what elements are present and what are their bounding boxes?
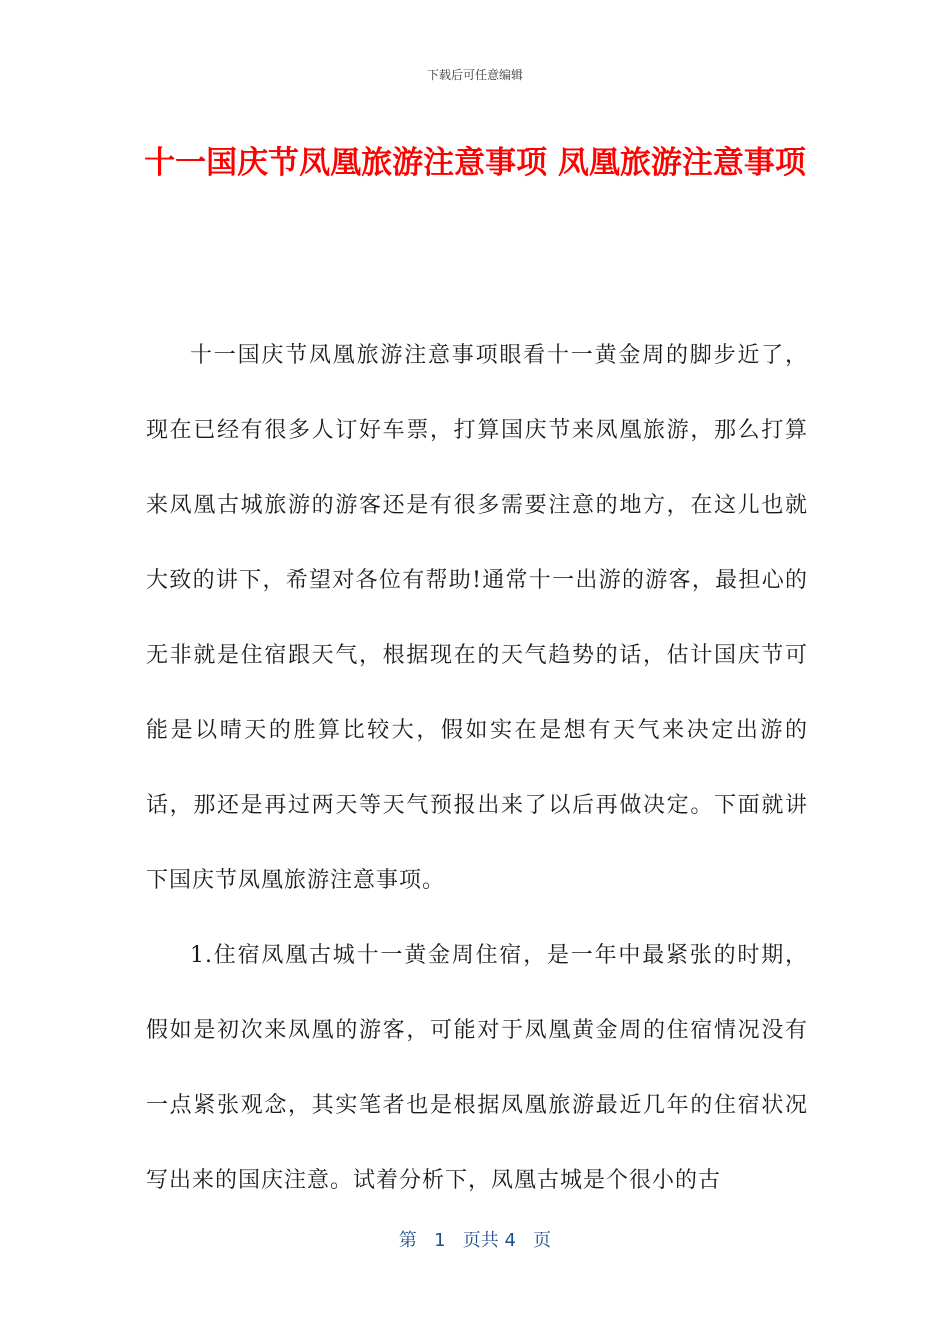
footer-page-prefix: 第	[398, 1230, 417, 1251]
footer-page-middle: 页共	[462, 1230, 499, 1251]
page-footer	[0, 1226, 950, 1252]
footer-total-pages: 4	[504, 1230, 516, 1251]
footer-current-page: 1	[434, 1230, 446, 1251]
header-note: 下载后可任意编辑	[426, 68, 523, 82]
footer-page-suffix: 页	[533, 1230, 552, 1251]
document-body	[146, 318, 808, 1218]
paragraph-lodging: 1.住宿凤凰古城十一黄金周住宿，是一年中最紧张的时期，假如是初次来凤凰的游客，可能对于凤凰黄金周的住宿情况没有一点紧张观念，其实笔者也是根据凤凰旅游最近几年的住宿状况写出来的国庆注意。试着分析下，凤凰古城是个很小的古	[146, 943, 808, 1193]
document-title: 十一国庆节凤凰旅游注意事项 凤凰旅游注意事项	[144, 145, 806, 181]
paragraph-intro: 十一国庆节凤凰旅游注意事项眼看十一黄金周的脚步近了，现在已经有很多人订好车票，打算国庆节来凤凰旅游，那么打算来凤凰古城旅游的游客还是有很多需要注意的地方，在这儿也就大致的讲下，希望对各位有帮助!通常十一出游的游客，最担心的无非就是住宿跟天气，根据现在的天气趋势的话，估计国庆节可能是以晴天的胜算比较大，假如实在是想有天气来决定出游的话，那还是再过两天等天气预报出来了以后再做决定。下面就讲下国庆节凤凰旅游注意事项。	[146, 343, 808, 893]
